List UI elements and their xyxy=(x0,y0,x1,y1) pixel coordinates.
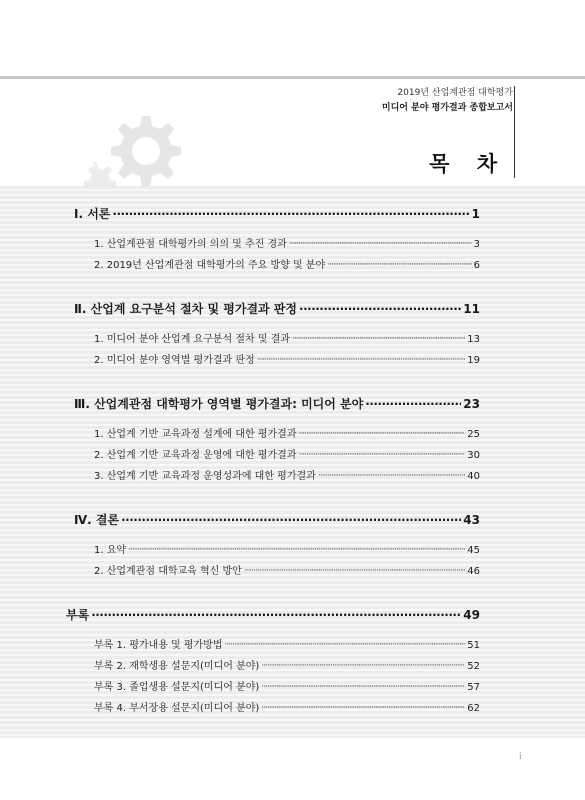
toc-section-label: 1. 산업계 기반 교육과정 설계에 대한 평가결과 xyxy=(94,429,297,440)
toc-section-label: 1. 산업계관점 대학평가의 의의 및 추진 경과 xyxy=(94,239,287,250)
dot-leader xyxy=(225,635,466,656)
toc-section[interactable] xyxy=(74,329,480,350)
toc-section-label: 부록 4. 부서장용 설문지(미디어 분야) xyxy=(94,703,260,714)
toc-section-label: 2. 산업계 기반 교육과정 운영에 대한 평가결과 xyxy=(94,450,297,461)
dot-leader xyxy=(299,297,461,321)
top-rule xyxy=(0,76,585,79)
toc-chapter-4[interactable] xyxy=(74,508,480,532)
toc-section[interactable] xyxy=(74,677,480,698)
toc-chapter-label: Ⅳ. 결론 xyxy=(74,513,120,527)
dot-leader xyxy=(299,424,466,445)
toc-page-number: 3 xyxy=(473,239,480,250)
toc-section[interactable] xyxy=(74,466,480,487)
page-folio: i xyxy=(519,752,522,762)
toc-chapter-appendix[interactable] xyxy=(66,603,480,627)
toc-chapter-1[interactable] xyxy=(74,202,480,226)
toc-section-label: 2. 미디어 분야 영역별 평가결과 판정 xyxy=(94,355,255,366)
toc-page-number: 13 xyxy=(467,334,480,345)
toc-page-number: 51 xyxy=(467,640,480,651)
dot-leader xyxy=(244,561,465,582)
dot-leader xyxy=(318,466,465,487)
header-vertical-rule xyxy=(514,86,515,178)
dot-leader xyxy=(327,255,472,276)
toc-chapter-label: 부록 xyxy=(66,608,90,622)
toc-page-number: 62 xyxy=(467,703,480,714)
running-header xyxy=(382,86,513,116)
toc-page-number: 46 xyxy=(467,566,480,577)
toc-chapter-3[interactable] xyxy=(74,392,480,416)
toc-section-label: 2. 산업계관점 대학교육 혁신 방안 xyxy=(94,566,242,577)
toc-section-label: 1. 요약 xyxy=(94,545,127,556)
toc-title: 목 차 xyxy=(429,152,507,176)
toc-page-number: 45 xyxy=(467,545,480,556)
toc-chapter-2[interactable] xyxy=(74,297,480,321)
toc-section-label: 3. 산업계 기반 교육과정 운영성과에 대한 평가결과 xyxy=(94,471,316,482)
toc-section[interactable] xyxy=(74,234,480,255)
gear-icon xyxy=(70,92,200,192)
toc-section-label: 1. 미디어 분야 산업계 요구분석 절차 및 결과 xyxy=(94,334,291,345)
toc-page-number: 49 xyxy=(463,608,480,622)
dot-leader xyxy=(289,234,472,255)
header-report-title: 미디어 분야 평가결과 종합보고서 xyxy=(381,103,513,113)
toc-section[interactable] xyxy=(74,424,480,445)
toc-chapter-label: Ⅲ. 산업계관점 대학평가 영역별 평가결과: 미디어 분야 xyxy=(74,397,364,411)
dot-leader xyxy=(292,329,465,350)
toc-section-label: 부록 2. 재학생용 설문지(미디어 분야) xyxy=(94,661,260,672)
toc-chapter-label: Ⅱ. 산업계 요구분석 절차 및 평가결과 판정 xyxy=(74,302,298,316)
dot-leader xyxy=(261,698,465,719)
toc-page-number: 19 xyxy=(467,355,480,366)
toc-section[interactable] xyxy=(74,540,480,561)
toc-page-number: 30 xyxy=(467,450,480,461)
toc-section[interactable] xyxy=(74,561,480,582)
toc-section[interactable] xyxy=(74,445,480,466)
dot-leader xyxy=(261,677,465,698)
dot-leader xyxy=(128,540,465,561)
toc-section[interactable] xyxy=(74,698,480,719)
dot-leader xyxy=(91,603,461,627)
toc-section[interactable] xyxy=(74,350,480,371)
dot-leader xyxy=(121,508,461,532)
dot-leader xyxy=(299,445,466,466)
toc-page-number: 6 xyxy=(473,260,480,271)
toc-page-number: 52 xyxy=(467,661,480,672)
header-report-series: 2019년 산업계관점 대학평가 xyxy=(397,88,513,98)
toc-page-number: 57 xyxy=(467,682,480,693)
toc-page-number: 25 xyxy=(467,429,480,440)
toc-section-label: 부록 1. 평가내용 및 평가방법 xyxy=(94,640,223,651)
table-of-contents xyxy=(66,200,480,719)
toc-section[interactable] xyxy=(74,656,480,677)
toc-page-number: 11 xyxy=(463,302,480,316)
toc-page-number: 23 xyxy=(463,397,480,411)
dot-leader xyxy=(365,392,461,416)
dot-leader xyxy=(257,350,466,371)
toc-page-number: 43 xyxy=(463,513,480,527)
toc-section-label: 2. 2019년 산업계관점 대학평가의 주요 방향 및 분야 xyxy=(94,260,326,271)
toc-section[interactable] xyxy=(74,635,480,656)
toc-page-number: 1 xyxy=(471,207,480,221)
dot-leader xyxy=(261,656,465,677)
toc-page-number: 40 xyxy=(467,471,480,482)
toc-section[interactable] xyxy=(74,255,480,276)
toc-section-label: 부록 3. 졸업생용 설문지(미디어 분야) xyxy=(94,682,260,693)
dot-leader xyxy=(112,202,469,226)
toc-chapter-label: Ⅰ. 서론 xyxy=(74,207,111,221)
